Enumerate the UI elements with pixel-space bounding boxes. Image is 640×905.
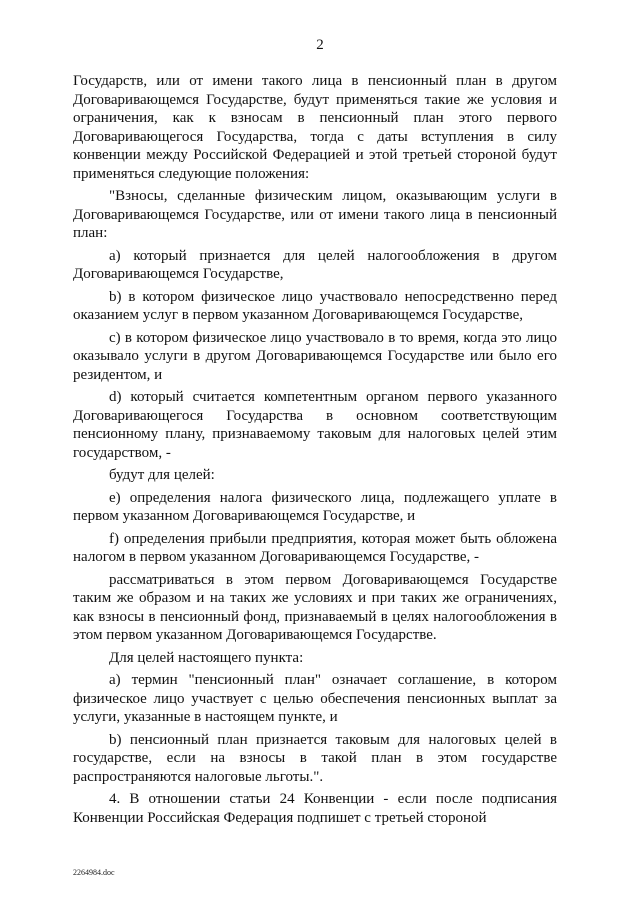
list-item-b: b) в котором физическое лицо участвовало непосредственно перед оказанием услуг в первом указанном Договаривающемся Государстве, <box>73 288 557 323</box>
list-item-a: a) который признается для целей налогообложения в другом Договаривающемся Государстве, <box>73 247 557 282</box>
file-id: 2264984.doc <box>73 868 115 877</box>
document-body <box>73 72 557 831</box>
list-item-f: f) определения прибыли предприятия, которая может быть обложена налогом в первом указанном Договаривающемся Государстве, - <box>73 530 557 565</box>
paragraph-point-4: 4. В отношении статьи 24 Конвенции - если после подписания Конвенции Российская Федерация подпишет с третьей стороной <box>73 791 557 826</box>
list-item-c: c) в котором физическое лицо участвовало в то время, когда это лицо оказывало услуги в другом Договаривающемся Государстве или было его резидентом, и <box>73 329 557 383</box>
list-item-e: e) определения налога физического лица, подлежащего уплате в первом указанном Договаривающемся Государстве, и <box>73 489 557 524</box>
paragraph-quote-intro: "Взносы, сделанные физическим лицом, оказывающим услуги в Договаривающемся Государстве, или от имени такого лица в пенсионный план: <box>73 188 557 241</box>
definition-item-a: a) термин "пенсионный план" означает соглашение, в котором физическое лицо участвует с целью обеспечения пенсионных выплат за услуги, указанные в настоящем пункте, и <box>73 672 557 725</box>
paragraph-consideration: рассматриваться в этом первом Договаривающемся Государстве таким же образом и на таких же условиях и при таких же ограничениях, как взносы в пенсионный фонд, признаваемый в целях налогообложения в этом первом указанном Договаривающемся Государстве. <box>73 571 557 643</box>
definition-item-b: b) пенсионный план признается таковым для налоговых целей в государстве, если на взносы в такой план в этом государстве распространяются налоговые льготы.". <box>73 731 557 785</box>
page-number: 2 <box>316 37 324 53</box>
paragraph-definitions-intro: Для целей настоящего пункта: <box>109 649 304 666</box>
paragraph-purpose: будут для целей: <box>109 467 215 483</box>
list-item-d: d) который считается компетентным органом первого указанного Договаривающегося Государства в основном соответствующим пенсионному плану, признаваемому таковым для налоговых целей этим государством, - <box>73 389 557 461</box>
paragraph-continuation: Государств, или от имени такого лица в пенсионный план в другом Договаривающемся Государстве, будут применяться такие же условия и ограничения, как к взносам в пенсионный план этого первого Договаривающегося Государства, тогда с даты вступления в силу конвенции между Российской Федерацией и этой третьей стороной будут применяться следующие положения: <box>73 73 557 182</box>
